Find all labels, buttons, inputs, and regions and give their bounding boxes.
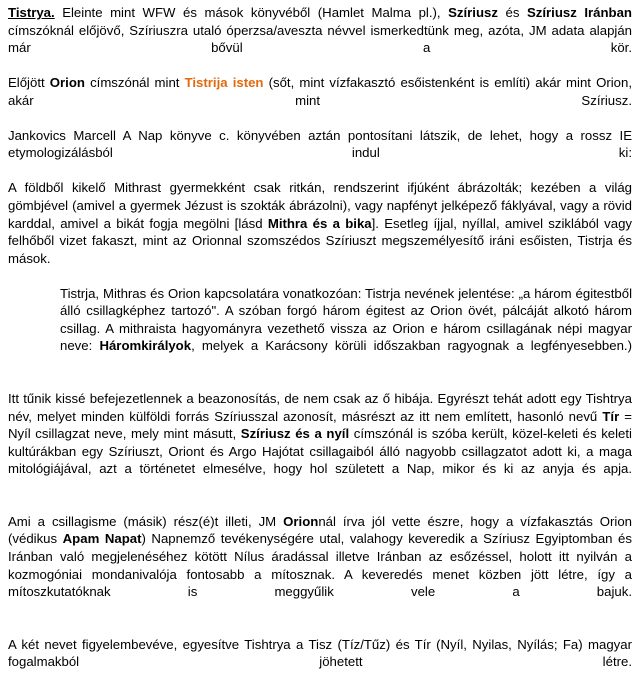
text-run-normal: nál írva jól vette észre, hogy a vízfakasztás Orion (védikus <box>8 513 633 547</box>
text-run-normal: (sőt, mint vízfakasztó esőistenként is említi) akár mint Orion, akár mint Szíriusz. <box>8 75 632 108</box>
paragraph-jankovics <box>8 127 632 180</box>
text-run-bold: Háromkirályok <box>99 338 192 354</box>
text-run-normal: A földből kikelő Mithrast gyermekként csak ritkán, rendszerint ifjúként ábrázolták; kezében a világ gömbjével (amivel a gyermek Jézust is szokták ábrázolni), vagy napfényt jelképező fáklyával, vagy a rövid karddal, amivel a bikát fogja megölni [lásd <box>8 180 632 231</box>
paragraph-csillagisme <box>8 513 632 618</box>
text-run-normal: Eleinte mint WFW és mások könyvéből (Hamlet Malma pl.), <box>54 5 449 20</box>
text-run-normal: = Nyíl csillagzat neve, mely mint másutt, <box>8 408 632 442</box>
paragraph-orion-tistrija <box>8 74 632 127</box>
text-run-normal: ) Napnemző tevékenységére utal, valahogy keveredik a Szíriusz Egyiptomban és Iránban való megjelenéséhez kötött Nílus áradással illetve Iránban az esőzéssel, holott itt nyilván a kozmogóniai mondanivalója fontosabb a mítosznak. A keveredés menet közben jött létre, így a mítoszkutatóknak is meggyűlik vele a bajuk. <box>8 531 632 600</box>
text-run-bold: Apam Napat <box>62 531 142 547</box>
text-run-bold: Szíriusz Iránban <box>526 5 632 20</box>
text-run-normal: Előjött <box>8 75 50 91</box>
text-run-normal: és <box>497 5 527 20</box>
text-run-normal: Tistrja, Mithras és Orion kapcsolatára vonatkozóan: Tistrja nevének jelentése: „a három égitestből álló csillagképhez tartozó". A szóban forgó három égitest az Orion övét, pálcáját alkotó három csillag. A mithraista hagyományra vezethető vissza az Orion e három csillagának népi magyar neve: <box>60 285 632 354</box>
text-run-bold: Szíriusz <box>448 5 498 20</box>
text-run-bold: Orion <box>49 75 85 91</box>
text-run-normal: Jankovics Marcell A Nap könyve c. könyvében aztán pontosítani látszik, de lehet, hogy a rossz IE etymologizálásból indul ki: <box>8 127 632 161</box>
paragraph-conclusion <box>8 636 632 688</box>
text-run-normal: A két nevet figyelembevéve, egyesítve Tishtrya a Tisz (Tíz/Tűz) és Tír (Nyíl, Nyilas, Nyílás; Fa) magyar fogalmakból jöhetett létre. <box>8 636 632 670</box>
text-run-normal: ]. Esetleg íjjal, nyíllal, amivel sziklából vagy felhőből vizet fakaszt, mint az Orionnal szomszédos Szíriuszt megszemélyesítő iráni esőisten, Tistrja és mások. <box>8 215 632 266</box>
paragraph-spacer-1 <box>8 372 632 390</box>
text-run-bold: Mithra és a bika <box>267 215 372 231</box>
paragraph-spacer-3 <box>8 618 632 636</box>
text-run-bold: Szíriusz és a nyíl <box>240 426 350 442</box>
paragraph-beazonositas <box>8 390 632 495</box>
text-run-normal: Ami a csillagisme (másik) rész(é)t illeti, JM <box>8 513 284 529</box>
paragraph-tistrja-quote <box>60 285 632 373</box>
paragraph-tistrya-intro <box>8 4 632 74</box>
text-run-normal: Itt tűnik kissé befejezetlennek a beazonosítás, de nem csak az ő hibája. Egyrészt tehát adott egy Tishtrya név, melyet minden külföldi forrás Szíriusszal azonosít, másrészt az itt nem említett, hasonló nevű <box>8 391 632 424</box>
text-run-bold: Tír <box>602 408 620 424</box>
text-run-bold: Orion <box>283 513 319 529</box>
text-run-normal: címszónál mint <box>84 75 185 91</box>
paragraph-mithras-description <box>8 179 632 284</box>
paragraph-spacer-2 <box>8 495 632 513</box>
text-run-bold-underline: Tistrya. <box>8 5 55 20</box>
text-run-normal: címszónál is szóba került, közel-keleti és keleti kultúrákban egy Szíriuszt, Oriont és Argo Hajótat csillagaiból álló nagyobb csillagzatot adott ki, a maga mitológiájával, azt a történetet elmesélve, hogy hol született a Nap, mikor és ki az anyja és apja. <box>8 426 632 477</box>
text-run-normal: , melyek a Karácsony körüli időszakban ragyognak a legfényesebben.) <box>191 338 632 354</box>
text-run-normal: címszóknál előjövő, Szíriuszra utaló óperzsa/aveszta névvel ismerkedtünk meg, azóta, JM adata alapján már bővül a kör. <box>8 22 632 56</box>
text-run-highlight: Tistrija isten <box>184 75 264 91</box>
